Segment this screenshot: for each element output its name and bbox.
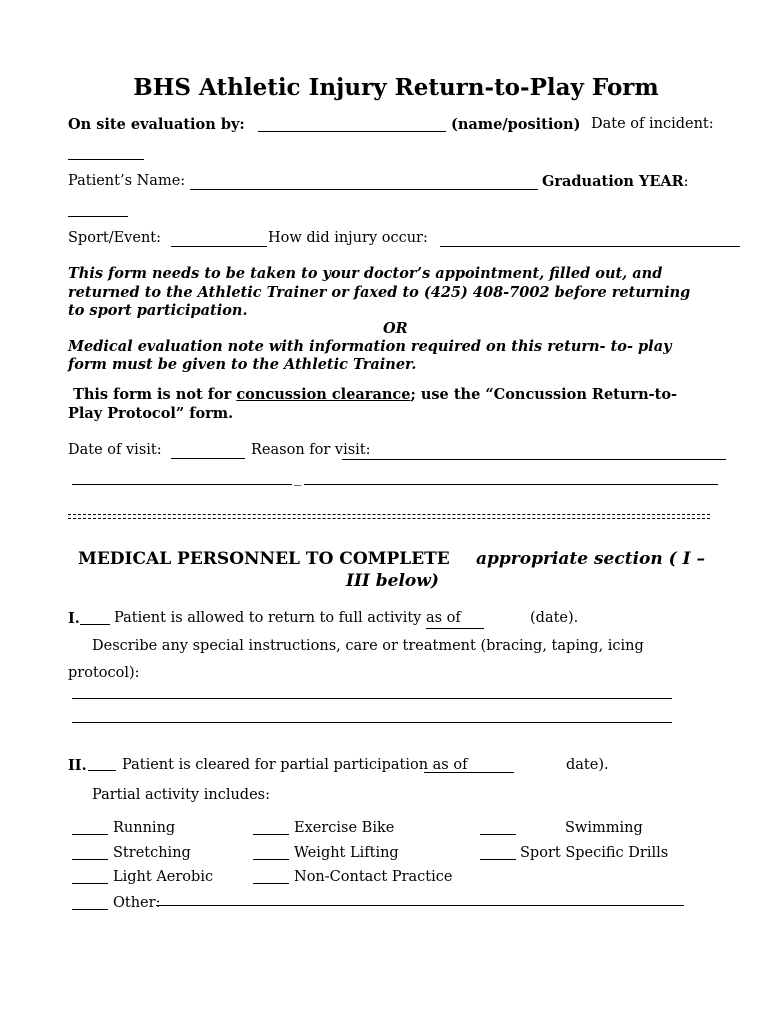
activity-light-aerobic: Light Aerobic xyxy=(113,869,214,885)
section-2-numeral: II. xyxy=(68,757,87,774)
dashed-separator-bottom xyxy=(68,518,710,519)
reason-for-visit-label: Reason for visit: xyxy=(251,442,371,458)
section-2-date-field[interactable] xyxy=(424,772,514,773)
concussion-note-pre: This form is not for xyxy=(73,386,232,403)
instructions-line-1: This form needs to be taken to your doctor’s appointment, filled out, and xyxy=(68,265,663,282)
reason-for-visit-field-2b[interactable] xyxy=(304,484,718,485)
section-1-date-field[interactable] xyxy=(426,628,484,629)
non-contact-check-field[interactable] xyxy=(253,883,289,884)
concussion-note-post: ; use the “Concussion Return-to- xyxy=(410,386,678,403)
instructions-or: OR xyxy=(383,320,408,337)
name-position-label: (name/position) xyxy=(451,116,581,133)
exercise-bike-check-field[interactable] xyxy=(253,834,289,835)
medical-heading-italic-1: appropriate section ( I – xyxy=(476,549,705,569)
onsite-eval-field[interactable] xyxy=(258,131,446,132)
sport-event-label: Sport/Event: xyxy=(68,230,161,246)
other-check-field[interactable] xyxy=(72,909,108,910)
date-of-incident-label: Date of incident: xyxy=(591,116,714,132)
date-of-visit-field[interactable] xyxy=(171,458,245,459)
section-1-numeral: I. xyxy=(68,610,80,627)
concussion-note-line-1 xyxy=(68,386,677,403)
onsite-eval-label: On site evaluation by: xyxy=(68,116,245,133)
running-check-field[interactable] xyxy=(72,834,108,835)
sport-drills-check-field[interactable] xyxy=(480,859,516,860)
date-of-incident-field[interactable] xyxy=(68,159,144,160)
how-injury-label: How did injury occur: xyxy=(268,230,428,246)
activity-non-contact-practice: Non-Contact Practice xyxy=(294,869,453,885)
activity-weight-lifting: Weight Lifting xyxy=(294,845,399,861)
patient-name-label: Patient’s Name: xyxy=(68,173,186,189)
graduation-year-colon: : xyxy=(683,174,689,190)
other-description-field[interactable] xyxy=(156,905,684,906)
activity-other: Other: xyxy=(113,895,161,911)
stretching-check-field[interactable] xyxy=(72,859,108,860)
activity-sport-specific-drills: Sport Specific Drills xyxy=(520,845,669,861)
weight-lifting-check-field[interactable] xyxy=(253,859,289,860)
reason-dash: _ xyxy=(294,470,302,486)
light-aerobic-check-field[interactable] xyxy=(72,883,108,884)
instructions-line-3: to sport participation. xyxy=(68,302,248,319)
form-title: BHS Athletic Injury Return-to-Play Form xyxy=(133,74,659,101)
instructions-line-4: Medical evaluation note with information required on this return- to- play xyxy=(68,338,672,355)
section-1-describe-line-2: protocol): xyxy=(68,665,140,681)
section-1-check-field[interactable] xyxy=(80,624,110,625)
how-injury-field[interactable] xyxy=(440,246,740,247)
graduation-year-label xyxy=(542,173,689,190)
graduation-year-field[interactable] xyxy=(68,216,128,217)
graduation-year-text: Graduation YEAR xyxy=(542,173,684,190)
dashed-separator-top xyxy=(68,514,710,515)
section-1-instructions-field-2[interactable] xyxy=(72,722,672,723)
concussion-clearance-text: concussion clearance xyxy=(236,386,411,403)
instructions-line-2: returned to the Athletic Trainer or faxed to (425) 408-7002 before returning xyxy=(68,284,691,301)
activity-exercise-bike: Exercise Bike xyxy=(294,820,395,836)
section-1-text: Patient is allowed to return to full activity as of xyxy=(114,610,461,626)
section-2-text: Patient is cleared for partial participation as of xyxy=(122,757,468,773)
section-2-check-field[interactable] xyxy=(88,770,116,771)
activity-stretching: Stretching xyxy=(113,845,191,861)
reason-for-visit-field-2a[interactable] xyxy=(72,484,292,485)
patient-name-field[interactable] xyxy=(190,189,538,190)
reason-for-visit-field[interactable] xyxy=(342,459,726,460)
date-of-visit-label: Date of visit: xyxy=(68,442,162,458)
activity-swimming: Swimming xyxy=(565,820,643,836)
medical-heading-bold: MEDICAL PERSONNEL TO COMPLETE xyxy=(78,549,450,569)
medical-heading-italic-2: III below) xyxy=(346,571,439,591)
sport-event-field[interactable] xyxy=(171,246,267,247)
section-1-date-label: (date). xyxy=(530,610,579,626)
activity-running: Running xyxy=(113,820,176,836)
concussion-note-line-2: Play Protocol” form. xyxy=(68,405,234,422)
section-1-describe-line-1: Describe any special instructions, care or treatment (bracing, taping, icing xyxy=(92,638,644,654)
partial-activity-includes: Partial activity includes: xyxy=(92,787,270,803)
instructions-line-5: form must be given to the Athletic Trainer. xyxy=(68,356,417,373)
swimming-check-field[interactable] xyxy=(480,834,516,835)
section-1-instructions-field-1[interactable] xyxy=(72,698,672,699)
section-2-date-label: date). xyxy=(566,757,609,773)
